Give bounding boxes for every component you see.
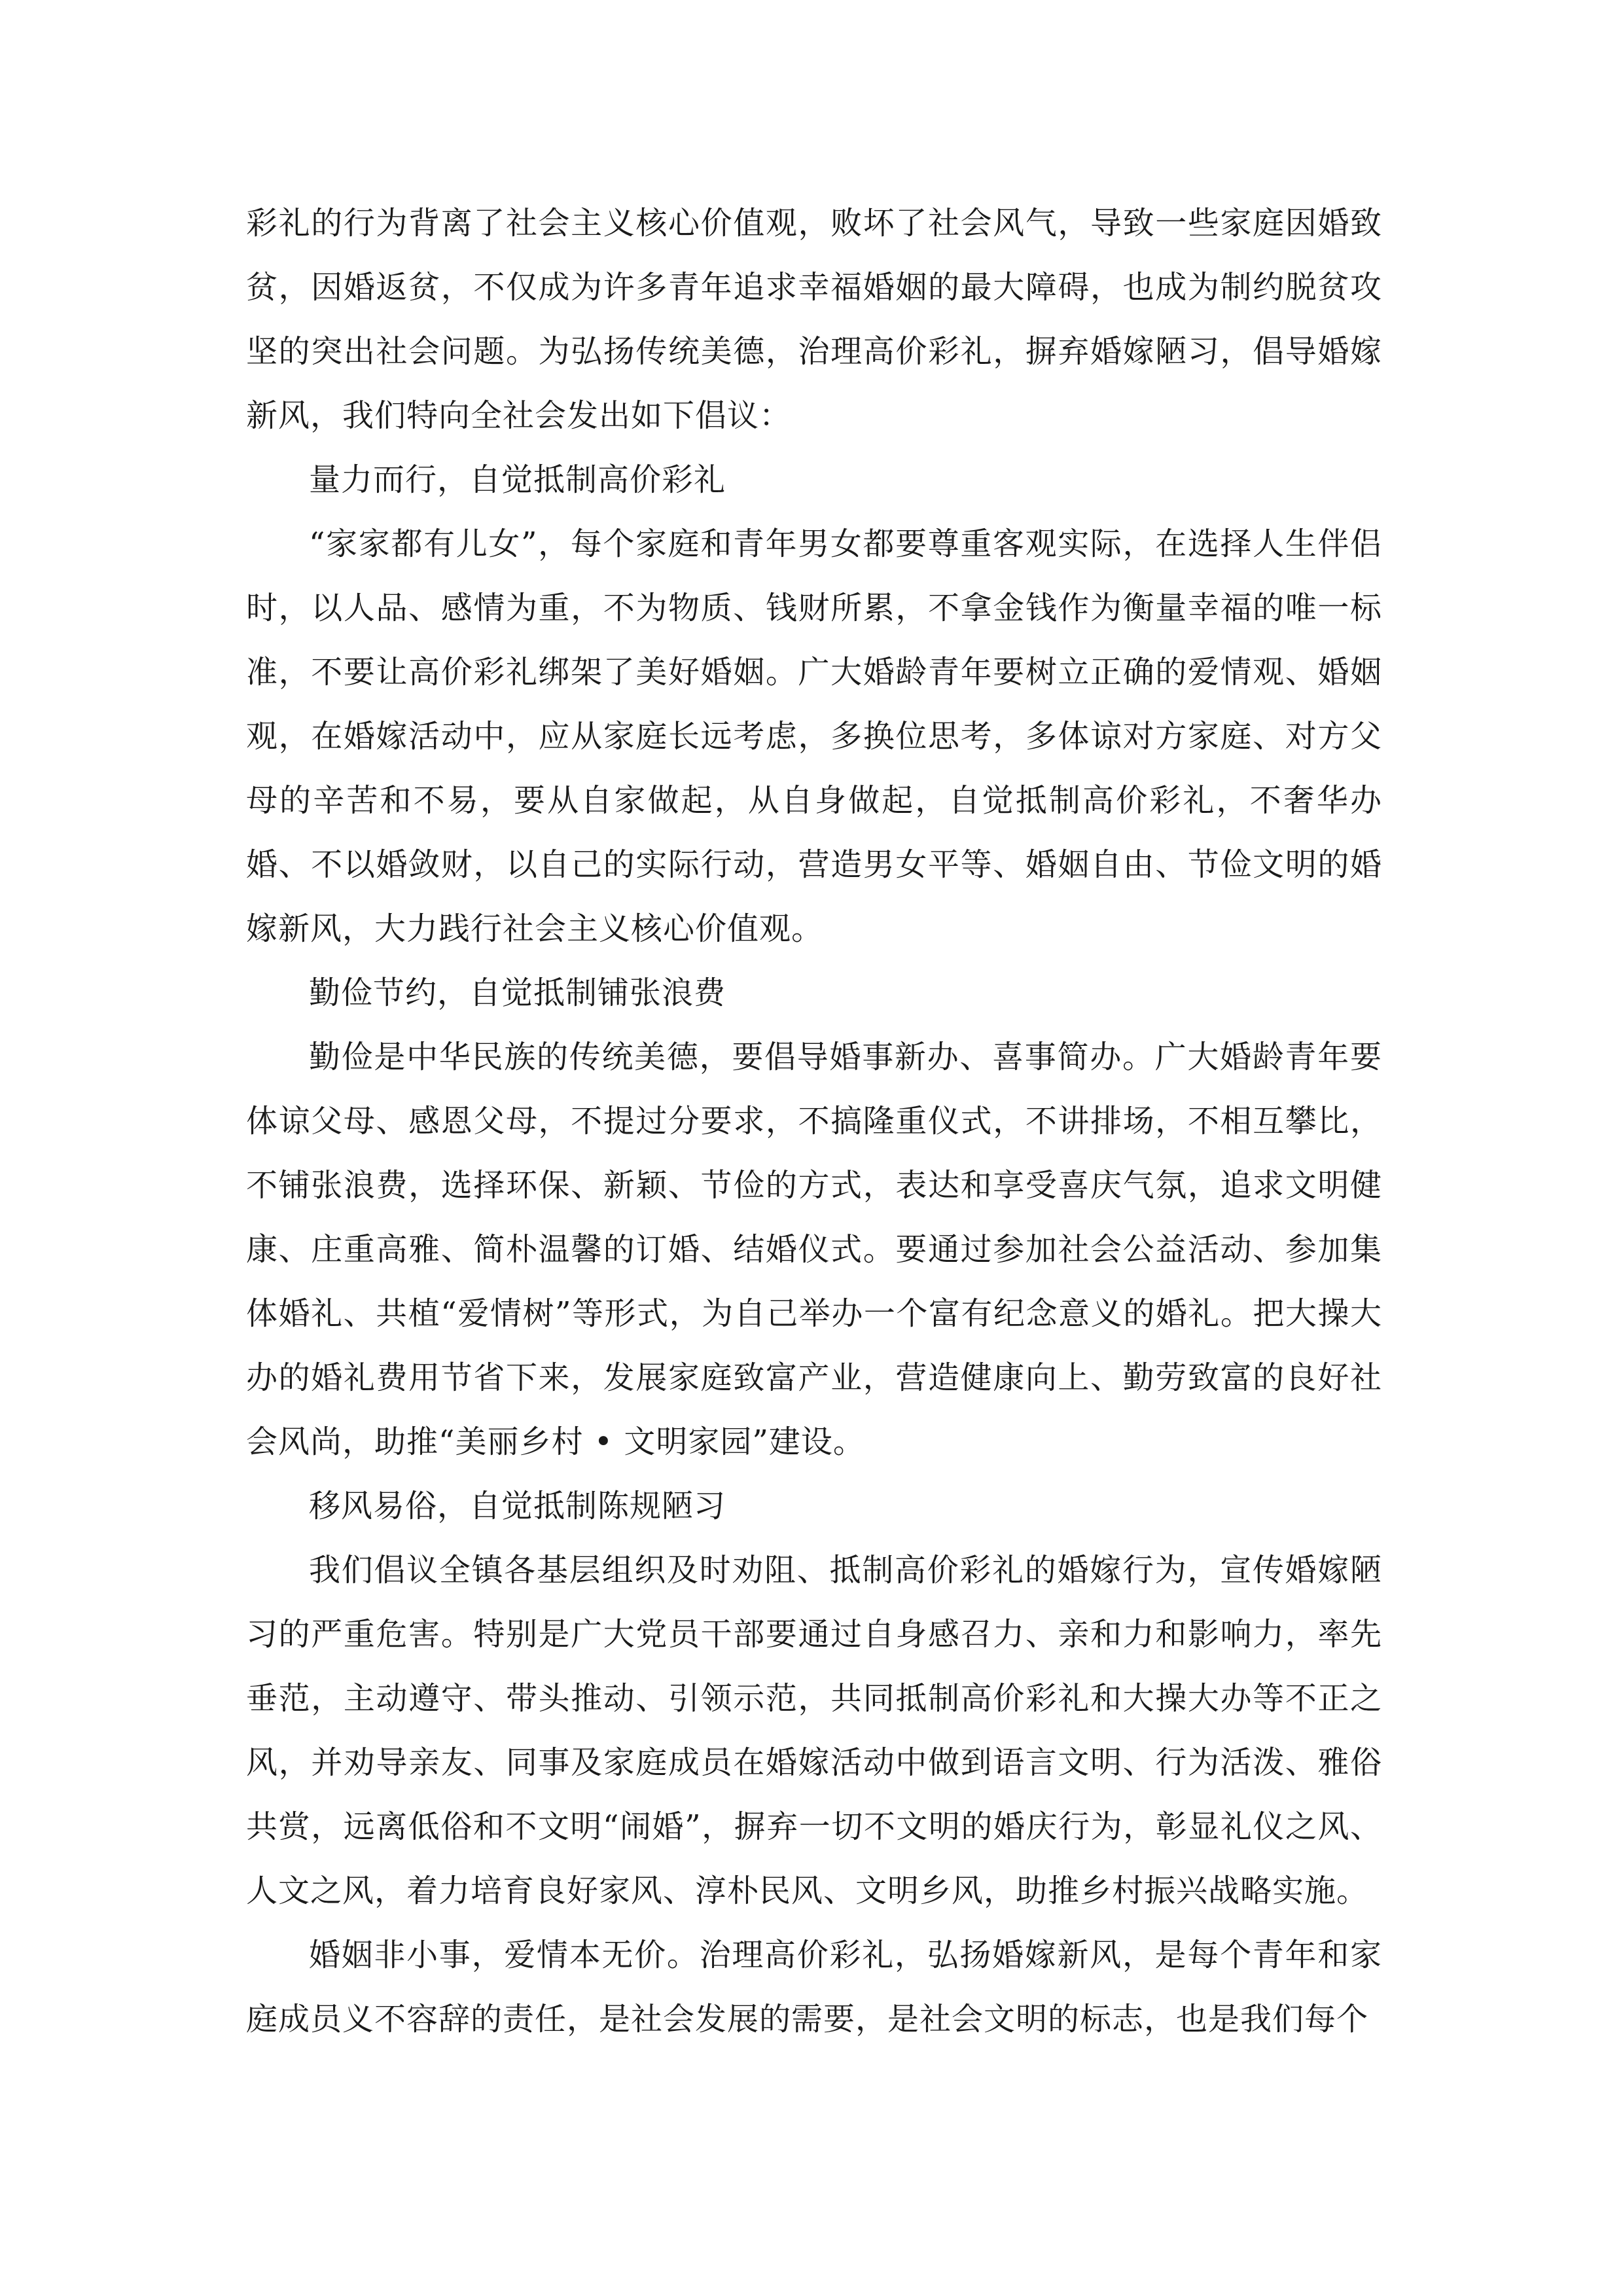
paragraph-moderation: “家家都有儿女”，每个家庭和青年男女都要尊重客观实际，在选择人生伴侣时，以人品、感情为重，不为物质、钱财所累，不拿金钱作为衡量幸福的唯一标准，不要让高价彩礼绑架了美好婚姻。广大婚龄青年要树立正确的爱情观、婚姻观，在婚嫁活动中，应从家庭长远考虑，多换位思考，多体谅对方家庭、对方父母的辛苦和不易，要从自家做起，从自身做起，自觉抵制高价彩礼，不奢华办婚、不以婚敛财，以自己的实际行动，营造男女平等、婚姻自由、节俭文明的婚嫁新风，大力践行社会主义核心价值观。 (246, 526, 1382, 947)
heading-customs: 移风易俗，自觉抵制陈规陋习 (309, 1488, 726, 1524)
paragraph-frugality: 勤俭是中华民族的传统美德，要倡导婚事新办、喜事简办。广大婚龄青年要体谅父母、感恩父母，不提过分要求，不搞隆重仪式，不讲排场，不相互攀比，不铺张浪费，选择环保、新颖、节俭的方式，表达和享受喜庆气氛，追求文明健康、庄重高雅、简朴温馨的订婚、结婚仪式。要通过参加社会公益活动、参加集体婚礼、共植“爱情树”等形式，为自己举办一个富有纪念意义的婚礼。把大操大办的婚礼费用节省下来，发展家庭致富产业，营造健康向上、勤劳致富的良好社会风尚，助推“美丽乡村 • 文明家园”建设。 (246, 1039, 1382, 1460)
document-body (246, 191, 1382, 2051)
paragraph-customs: 我们倡议全镇各基层组织及时劝阻、抵制高价彩礼的婚嫁行为，宣传婚嫁陋习的严重危害。特别是广大党员干部要通过自身感召力、亲和力和影响力，率先垂范，主动遵守、带头推动、引领示范，共同抵制高价彩礼和大操大办等不正之风，并劝导亲友、同事及家庭成员在婚嫁活动中做到语言文明、行为活泼、雅俗共赏，远离低俗和不文明“闹婚”，摒弃一切不文明的婚庆行为，彰显礼仪之风、人文之风，着力培育良好家风、淳朴民风、文明乡风，助推乡村振兴战略实施。 (246, 1552, 1382, 1909)
paragraph-intro: 彩礼的行为背离了社会主义核心价值观，败坏了社会风气，导致一些家庭因婚致贫，因婚返贫，不仅成为许多青年追求幸福婚姻的最大障碍，也成为制约脱贫攻坚的突出社会问题。为弘扬传统美德，治理高价彩礼，摒弃婚嫁陋习，倡导婚嫁新风，我们特向全社会发出如下倡议： (246, 205, 1382, 434)
heading-frugality: 勤俭节约，自觉抵制铺张浪费 (309, 975, 726, 1011)
heading-moderation: 量力而行，自觉抵制高价彩礼 (309, 461, 726, 498)
paragraph-closing: 婚姻非小事，爱情本无价。治理高价彩礼，弘扬婚嫁新风，是每个青年和家庭成员义不容辞的责任，是社会发展的需要，是社会文明的标志，也是我们每个 (246, 1937, 1382, 2037)
